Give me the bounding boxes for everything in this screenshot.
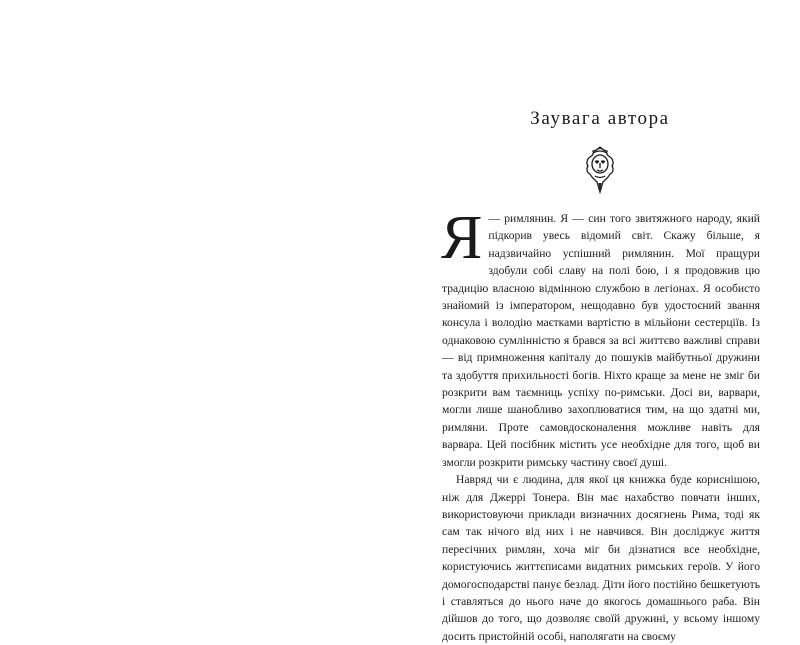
author-note-text (441, 204, 760, 645)
paragraph-1 (441, 204, 760, 471)
page-title: Заувага автора (530, 108, 670, 129)
drop-cap: Я (441, 204, 483, 272)
ornamental-mask-icon (583, 145, 617, 195)
paragraph-2: Навряд чи є людина, для якої ця книжка буде кориснішою, ніж для Джеррі Тонера. Він має нахабство повчати інших, використовуючи приклади визначних досягнень Рима, тоді як сам так нічого від них і не навчився. Він досліджує життя пересічних римлян, хоча міг би дізнатися все необхідне, користуючись життєписами видатних римських героїв. У його домогосподарстві панує безлад. Діти його постійно бешкетують і ставляться до нього наче до якогось домашнього раба. Він дійшов до того, що дозволяє своїй дружині, у всьому іншому досить пристойній особі, наполягати на своєму (442, 473, 760, 643)
right-page (400, 0, 800, 643)
paragraph-1-text: — римлянин. Я — син того звитяжного народу, який підкорив увесь відомий світ. Скажу більше, я надзвичайно успішний римлянин. Мої пращури здобули собі славу на полі бою, і я продовжив цю традицію власною відмінною службою в легіонах. Я особисто знайомий із імператором, нещодавно був удостоєний звання консула і володію маєтками вартістю в мільйони сестерціїв. Із однаковою сумлінністю я брався за всі життєво важливі справи — від примноження капіталу до пошуків майбутньої дружини та здобуття прихильності богів. Ніхто краще за мене не зміг би розкрити вам таємниць успіху по-римськи. Досі ви, варвари, могли лише шанобливо захоплюватися тим, на що здатні ми, римляни. Проте самовдосконалення можливе навіть для варвара. Цей посібник містить усе необхідне для того, щоб ви змогли розкрити римську частину своєї душі. (442, 212, 760, 469)
left-page-blank (0, 0, 400, 570)
